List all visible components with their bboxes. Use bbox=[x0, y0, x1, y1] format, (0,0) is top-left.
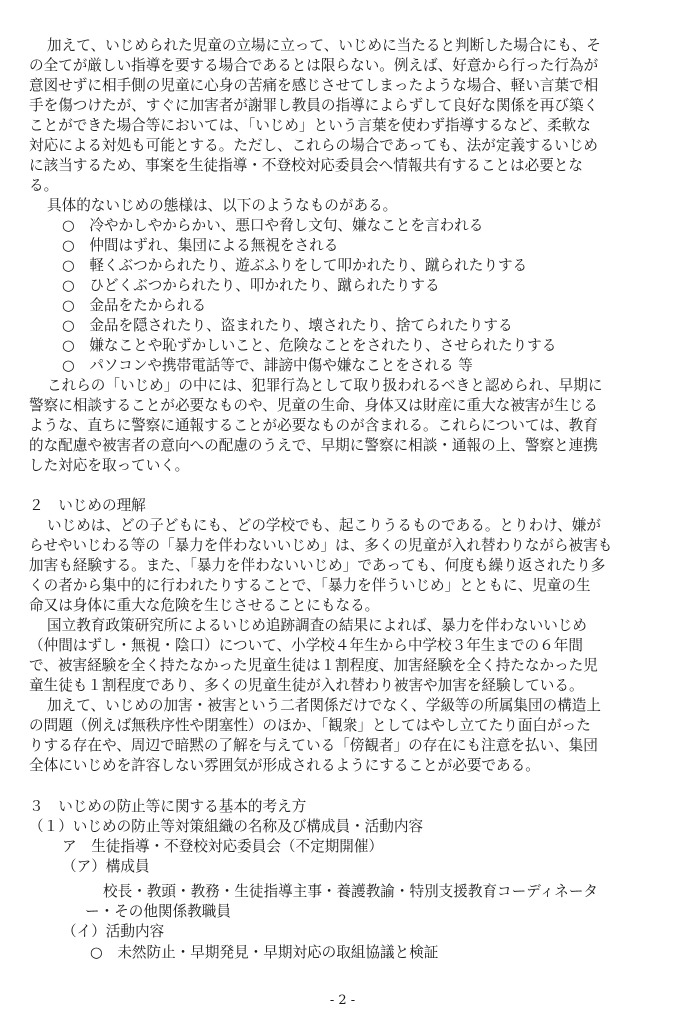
text-line: ○ ひどくぶつかられたり、叩かれたり、蹴られたりする bbox=[62, 277, 440, 294]
text-line: 意図せずに相手側の児童に心身の苦痛を感じさせてしまったような場合、軽い言葉で相 bbox=[29, 77, 599, 94]
text-line: りする存在や、周辺で暗黙の了解を与えている「傍観者」の存在にも注意を払い、集団 bbox=[29, 737, 598, 754]
text-line: 加えて、いじめの加害・被害という二者関係だけでなく、学級等の所属集団の構造上 bbox=[47, 697, 601, 714]
text-line: 全体にいじめを許容しない雰囲気が形成されるようにすることが必要である。 bbox=[29, 757, 540, 774]
text-line: ような、直ちに警察に通報することが必要なものが含まれる。これらについては、教育 bbox=[29, 417, 598, 434]
text-line: の問題（例えば無秩序性や閉塞性）のほか、「観衆」としてはやし立てたり面白がった bbox=[29, 717, 591, 734]
text-line: いじめは、どの子どもにも、どの学校でも、起こりうるものである。とりわけ、嫌が bbox=[47, 517, 601, 534]
text-line: 校長・教頭・教務・生徒指導主事・養護教諭・特別支援教育コーディネータ bbox=[103, 883, 599, 900]
text-line: 的な配慮や被害者の意向への配慮のうえで、早期に警察に相談・通報の上、警察と連携 bbox=[29, 437, 598, 454]
text-line: 童生徒も１割程度であり、多くの児童生徒が入れ替わり被害や加害を経験している。 bbox=[29, 677, 584, 694]
text-line: ○ 未然防止・早期発見・早期対応の取組協議と検証 bbox=[90, 944, 439, 961]
text-line: ○ 軽くぶつかられたり、遊ぶふりをして叩かれたり、蹴られたりする bbox=[62, 257, 528, 274]
section-heading: ２ いじめの理解 bbox=[29, 497, 146, 514]
text-line: （イ）活動内容 bbox=[62, 923, 165, 940]
text-line: 対応による対処も可能とする。ただし、これらの場合であっても、法が定義するいじめ bbox=[29, 137, 599, 154]
text-line: で、被害経験を全く持たなかった児童生徒は１割程度、加害経験を全く持たなかった児 bbox=[29, 657, 598, 674]
text-line: 手を傷つけたが、すぐに加害者が謝罪し教員の指導によらずして良好な関係を再び築く bbox=[29, 97, 599, 114]
text-line: 加えて、いじめられた児童の立場に立って、いじめに当たると判断した場合にも、そ bbox=[47, 37, 601, 54]
text-line: ○ 嫌なことや恥ずかしいこと、危険なことをされたり、させられたりする bbox=[62, 337, 557, 354]
section-heading: ア 生徒指導・不登校対応委員会（不定期開催） bbox=[62, 838, 384, 855]
text-line: ３ いじめの防止等に関する基本的考え方 bbox=[29, 798, 307, 815]
text-line: した対応を取っていく。 bbox=[29, 457, 190, 474]
text-line: の全てが厳しい指導を要する場合であるとは限らない。例えば、好意から行った行為が bbox=[29, 57, 599, 74]
text-line: ○ 金品をたかられる bbox=[62, 297, 207, 314]
text-line: 加害も経験する。また、「暴力を伴わないいじめ」であっても、何度も繰り返されたり多 bbox=[29, 557, 606, 574]
text-line: ○ 金品を隠されたり、盗まれたり、壊されたり、捨てられたりする bbox=[62, 317, 513, 334]
text-line: ○ 仲間はずれ、集団による無視をされる bbox=[62, 237, 339, 254]
text-line: に該当するため、事案を生徒指導・不登校対応委員会へ情報共有することは必要とな bbox=[29, 157, 583, 174]
text-line: ○ 冷やかしやからかい、悪口や脅し文句、嫌なことを言われる bbox=[62, 217, 484, 234]
text-line: ことができた場合等においては、「いじめ」という言葉を使わず指導するなど、柔軟な bbox=[29, 117, 591, 134]
text-line: 警察に相談することが必要なものや、児童の生命、身体又は財産に重大な被害が生じる bbox=[29, 397, 598, 414]
text-line: （仲間はずし・無視・陰口）について、小学校４年生から中学校３年生までの６年間 bbox=[29, 637, 583, 654]
text-line: らせやいじわる等の「暴力を伴わないいじめ」は、多くの児童が入れ替わりながら被害も bbox=[29, 537, 613, 554]
text-line: くの者から集中的に行われたりすることで、「暴力を伴ういじめ」とともに、児童の生 bbox=[29, 577, 591, 594]
text-line: ○ パソコンや携帯電話等で、誹謗中傷や嫌なことをされる 等 bbox=[62, 357, 473, 374]
text-line: （ア）構成員 bbox=[62, 858, 150, 875]
page-number: - 2 - bbox=[329, 993, 356, 1008]
section-heading: （１）いじめの防止等対策組織の名称及び構成員・活動内容 bbox=[29, 818, 424, 835]
text-line: 具体的ないじめの態様は、以下のようなものがある。 bbox=[47, 197, 398, 214]
text-line: 命又は身体に重大な危険を生じさせることにもなる。 bbox=[29, 597, 380, 614]
text-line: る。 bbox=[29, 177, 59, 194]
text-line: ー・その他関係教職員 bbox=[85, 903, 231, 920]
text-line: 国立教育政策研究所によるいじめ追跡調査の結果によれば、暴力を伴わないいじめ bbox=[47, 617, 587, 634]
text-line: これらの「いじめ」の中には、犯罪行為として取り扱われるべきと認められ、早期に bbox=[47, 377, 603, 394]
